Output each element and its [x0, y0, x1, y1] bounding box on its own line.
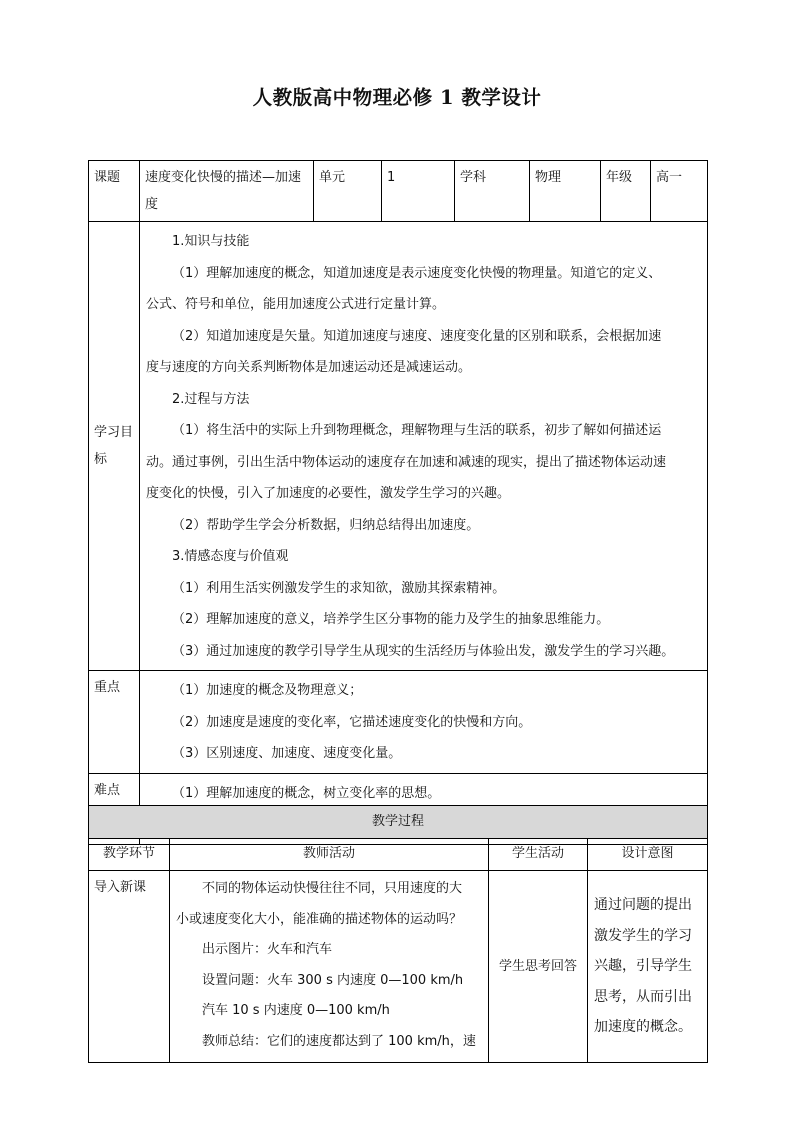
- column-header-teacher: 教师活动: [170, 839, 489, 871]
- column-header-design: 设计意图: [588, 839, 708, 871]
- objective-line: 度变化的快慢，引入了加速度的必要性，激发学生学习的兴趣。: [146, 486, 511, 501]
- course-label: 课题: [89, 161, 140, 222]
- objective-line: （1）理解加速度的概念，知道加速度是表示速度变化快慢的物理量。知道它的定义、: [172, 265, 662, 281]
- teacher-line: 教师总结：它们的速度都达到了 100 km/h，速: [202, 1033, 476, 1049]
- objective-line: 动。通过事例，引出生活中物体运动的速度存在加速和减速的现实，提出了描述物体运动速: [146, 454, 667, 470]
- key-points-row: [89, 671, 708, 774]
- grade-label: 年级: [601, 161, 651, 222]
- difficulties-label: 难点: [89, 773, 140, 844]
- objective-line: （2）理解加速度的意义，培养学生区分事物的能力及学生的抽象思维能力。: [172, 612, 610, 627]
- teaching-process-table: [88, 805, 708, 1063]
- design-line: 加速度的概念。: [594, 1019, 692, 1036]
- info-row: [89, 161, 708, 222]
- lesson-info-table: [88, 160, 708, 845]
- key-point-line: （2）加速度是速度的变化率，它描述速度变化的快慢和方向。: [172, 714, 532, 730]
- key-point-line: （1）加速度的概念及物理意义；: [172, 683, 363, 698]
- difficulty-line: （1）理解加速度的概念，树立变化率的思想。: [172, 785, 441, 801]
- page-title: 人教版高中物理必修 1 教学设计: [252, 86, 542, 109]
- objective-line: （2）帮助学生学会分析数据，归纳总结得出加速度。: [172, 517, 480, 533]
- teacher-activity-cell: [170, 871, 489, 1063]
- subject-value: 物理: [530, 161, 601, 222]
- subject-label: 学科: [455, 161, 530, 222]
- objective-line: （1）利用生活实例激发学生的求知欲，激励其探索精神。: [172, 580, 506, 596]
- teacher-line: 小或速度变化大小，能准确的描述物体的运动吗？: [176, 911, 463, 927]
- key-points-content: [140, 671, 708, 774]
- teacher-line: 汽车 10 s 内速度 0—100 km/h: [202, 1003, 390, 1018]
- objective-line: （3）通过加速度的教学引导学生从现实的生活经历与体验出发，激发学生的学习兴趣。: [172, 643, 675, 659]
- design-line: 兴趣，引导学生: [594, 958, 692, 975]
- objective-line: 公式、符号和单位，能用加速度公式进行定量计算。: [146, 297, 446, 312]
- grade-value: 高一: [651, 161, 708, 222]
- process-heading: 教学过程: [89, 806, 708, 839]
- unit-value: 1: [382, 161, 455, 222]
- teacher-line: 出示图片：火车和汽车: [202, 942, 333, 957]
- design-line: 激发学生的学习: [594, 927, 692, 944]
- student-activity-cell: 学生思考回答: [489, 871, 588, 1063]
- objective-line: 度与速度的方向关系判断物体是加速运动还是减速运动。: [146, 360, 472, 375]
- course-value: 速度变化快慢的描述—加速度: [140, 161, 314, 222]
- objective-line: 3.情感态度与价值观: [172, 549, 289, 564]
- teacher-line: 不同的物体运动快慢往往不同，只用速度的大: [202, 881, 463, 896]
- process-heading-row: [89, 806, 708, 839]
- objective-line: （2）知道加速度是矢量。知道加速度与速度、速度变化量的区别和联系，会根据加速: [172, 328, 662, 344]
- key-points-label: 重点: [89, 671, 140, 774]
- objective-line: （1）将生活中的实际上升到物理概念，理解物理与生活的联系，初步了解如何描述运: [172, 423, 662, 438]
- objectives-content: [140, 222, 708, 671]
- objective-line: 1.知识与技能: [172, 234, 250, 249]
- process-header-row: [89, 839, 708, 871]
- stage-cell: 导入新课: [89, 871, 170, 1063]
- objectives-label: 学习目标: [89, 222, 140, 671]
- process-row: [89, 871, 708, 1063]
- objective-line: 2.过程与方法: [172, 391, 250, 407]
- column-header-stage: 教学环节: [89, 839, 170, 871]
- key-point-line: （3）区别速度、加速度、速度变化量。: [172, 746, 402, 761]
- design-line: 通过问题的提出: [594, 897, 692, 914]
- design-intent-cell: [588, 871, 708, 1063]
- teacher-line: 设置问题：火车 300 s 内速度 0—100 km/h: [202, 972, 464, 988]
- unit-label: 单元: [314, 161, 382, 222]
- objectives-row: [89, 222, 708, 671]
- design-line: 思考，从而引出: [594, 988, 692, 1005]
- column-header-student: 学生活动: [489, 839, 588, 871]
